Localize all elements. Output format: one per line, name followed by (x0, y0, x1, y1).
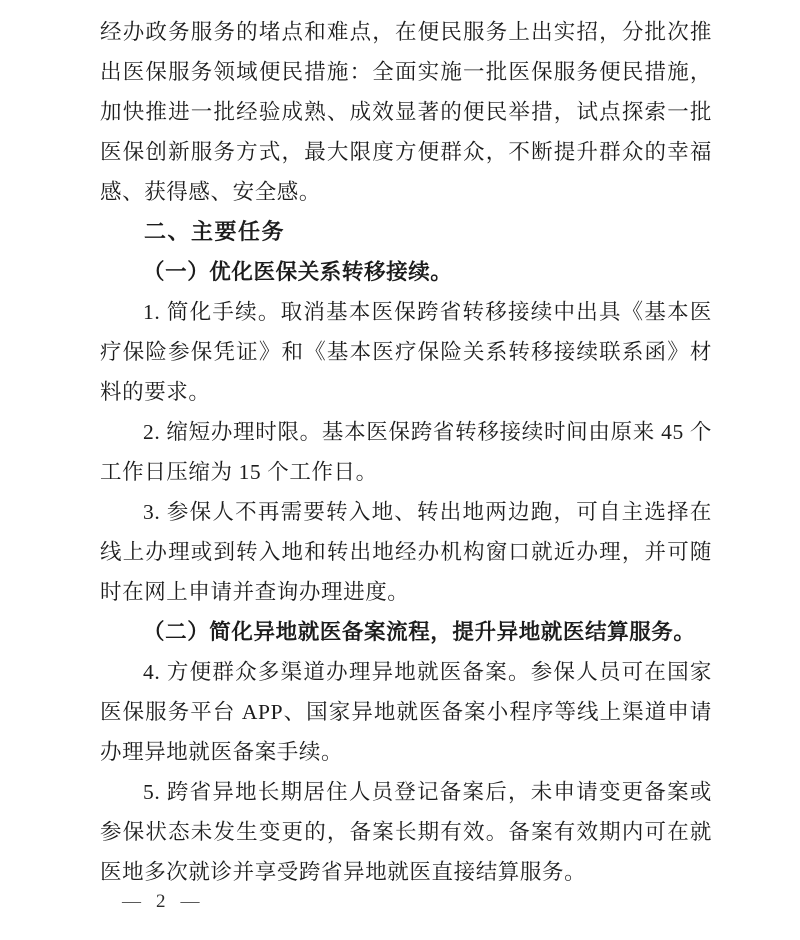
footer-right-dash: — (180, 891, 201, 912)
paragraph: 3. 参保人不再需要转入地、转出地两边跑，可自主选择在线上办理或到转入地和转出地经办机构窗口就近办理，并可随时在网上申请并查询办理进度。 (100, 500, 712, 604)
section-heading2: （一）优化医保关系转移接续。 (143, 260, 453, 284)
paragraph: 4. 方便群众多渠道办理异地就医备案。参保人员可在国家医保服务平台 APP、国家异地就医备案小程序等线上渠道申请办理异地就医备案手续。 (100, 660, 712, 764)
paragraph: 1. 简化手续。取消基本医保跨省转移接续中出具《基本医疗保险参保凭证》和《基本医疗保险关系转移接续联系函》材料的要求。 (100, 300, 712, 404)
paragraph: 经办政务服务的堵点和难点，在便民服务上出实招，分批次推出医保服务领域便民措施：全面实施一批医保服务便民措施，加快推进一批经验成熟、成效显著的便民举措，试点探索一批医保创新服务方式，最大限度方便群众，不断提升群众的幸福感、获得感、安全感。 (100, 20, 712, 204)
paragraph: 2. 缩短办理时限。基本医保跨省转移接续时间由原来 45 个工作日压缩为 15 个工作日。 (100, 420, 712, 484)
page-footer (122, 889, 201, 915)
footer-left-dash: — (122, 891, 142, 912)
paragraph: 5. 跨省异地长期居住人员登记备案后，未申请变更备案或参保状态未发生变更的，备案长期有效。备案有效期内可在就医地多次就诊并享受跨省异地就医直接结算服务。 (100, 780, 712, 884)
document-body (100, 12, 712, 892)
section-heading1: 二、主要任务 (144, 219, 286, 244)
section-heading2: （二）简化异地就医备案流程，提升异地就医结算服务。 (143, 620, 696, 644)
page-number: 2 (156, 891, 167, 912)
